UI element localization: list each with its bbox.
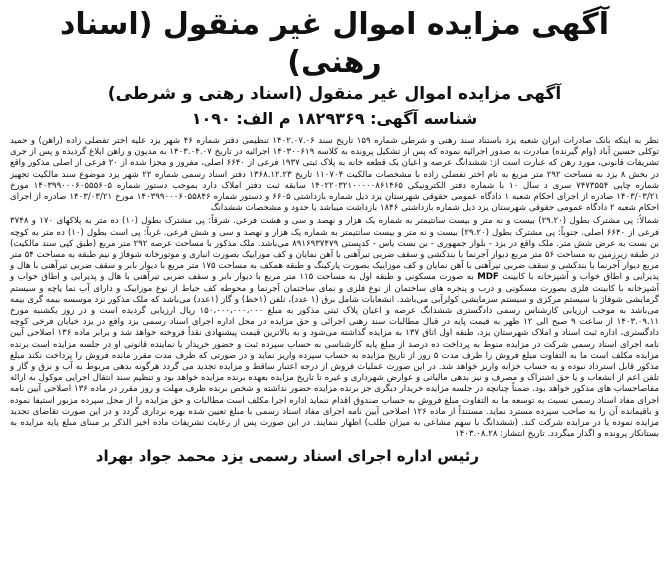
signature-line: رئیس اداره اجرای اسناد رسمی یزد محمد جواد بهراد — [95, 447, 479, 466]
notice-body — [10, 136, 659, 440]
notice-paragraph-details — [10, 216, 659, 440]
notice-id-line: شناسه آگهی: ۱۸۲۹۳۶۹ م الف: ۱۰۹۰ — [191, 109, 478, 128]
details-text-part-2: به صورت مسکونی و طبقه اول به مساحت ۱۱۵ متر مربع با دیوار بابر و سقف ضربی تیرآهنی با هال و پذیرایی و اطاق خواب و آشپزخانه با کابینت فلزی بصورت مسکونی و درب و پنجره های ساختمان از نوع فلزی و نمای ساختمان آجرنما و محوطه کف حیاط از نوع موزاییک و دارای آب نما یاچه و سیستم گرمایشی شوفاژ با سیستم مرکزی و سیستم سرمایشی کولرآبی می‌باشد. انشعابات شامل برق (۱ عدد)، تلفن (۱خط) و گاز (۱عدد) می‌باشد که ملک مذکور نزد موسسه بیمه گری بیمه می‌باشد به موجب ارزیابی کارشناس رسمی دادگستری ششدانگ عرصه و اعیان پلاک ثبتی مذکور به مبلغ ۱۵۰،۰۰۰،۰۰۰،۰۰۰ ریال ارزیابی گردیده است و در روز یکشنبه مورخ ۱۴۰۳.۰۹.۱۱ از ساعت ۹ صبح الی ۱۲ ظهر به قیمت پایه در قبال مطالبات سند رهنی اجرائی و حق مزایده در محل اداره اجرای اسناد رسمی یزد واقع در یزد خیابان فرخی کوچه دادگستری، اداره ثبت اسناد و املاک شهرستان یزد، طبقه اول اتاق ۱۳۷ به مزایده گذاشته می‌شود و به بالاترین قیمت پیشنهادی نقداً فروخته خواهد شد و برابر ماده ۱۳۶ اصلاحی آیین نامه اجرای اسناد رسمی شرکت در مزایده منوط به پرداخت ده درصد از مبلغ پایه کارشناسی به حساب سپرده ثبت و حضور خریدار یا نماینده قانونی او در جلسه مزایده است برنده مزایده مکلف است ما به التفاوت مبلغ فروش را ظرف مدت ۵ روز از تاریخ مزایده به حساب سپرده واریز نماید و در صورتی که ظرف مدت مقرر مانده فروش را پرداخت نکند مبلغ مذکور قابل استرداد نبوده و به حساب خزانه واریز خواهد شد. در این صورت عملیات فروش از درجه اعتبار ساقط و مزایده تجدید می گردد هرگونه بدهی مربوط به آب و برق و گاز و تلفن اعم از انشعاب و یا حق اشتراک و مصرف و نیز بدهی مالیاتی و عوارض شهرداری و غیره تا تاریخ مزایده بعهده برنده مزایده خواهد بود و تنظیم سند انتقال اجرایی موکول به ارائه مفاصاحساب های مذکور خواهد بود. ضمناً چنانچه در جلسه مزایده خریدار دیگری جز برنده مزایده حضور نداشته و شخص برنده ظرف مهلت و روز مقرر در ماده ۱۳۶ اصلاحی آیین نامه اجرای مفاد اسناد رسمی نسبت به توسعه ما به التفاوت مبلغ فروش به حساب صندوق اقدام ننماید اداره اجرا مکلف است مطالبات و حق مزایده را از محل سپرده مزبور استیفا نموده و باقیمانده آن را به صاحب سپرده مسترد نماید. مستنداً از ماده ۱۲۶ اصلاحی آیین نامه اجرای مفاد اسناد رسمی با مبلغ تعیین شده بهره برداری گردد و در این صورت تقاضای تجدید مزایده نموده یا در مزایده شرکت کند. (ششدانگ با سهم مشاعی به میزان طلب) اظهار ننمایند. در این صورت پس از رعایت تشریفات ماده اخیر الذکر بر مبنای مبلغ پایه مزایده به بستانکار پرونده و اگذار میگردد. تاریخ انتشار: ۱۴۰۳.۰۸.۲۸ — [10, 272, 660, 440]
notice-paragraph-intro: نظر به اینکه بانک صادرات ایران شعبه یزد باستناد سند رهنی و شرطی شماره ۱۵۹ تاریخ سند ۱۴۰۲.۰۷.۰۶ تنظیمی دفتر شماره ۴۶ شهر یزد علیه اختر تفضلی زاده (راهن) و حمید توکلی حسین آباد (وام گیرنده) مبادرت به صدور اجرائیه نموده که پس از تشکیل پرونده به کلاسه ۱۴۰۳۰۰۶۱۹ اجرائیه در تاریخ ۱۴۰۳.۰۴.۰۷ به مدیون و راهن ابلاغ گردیده و پس از جری تشریفات قانونی، مورد رهن که عبارت است از: ششدانگ عرصه و اعیان یک قطعه خانه به پلاک ثبتی ۱۹۳۷ فرعی از ۶۶۴۰ اصلی، مفروز و مجزا شده از ۲۰ فرعی از اصلی مذکور واقع در بخش ۸ یزد به مساحت ۲۹۲ متر مربع به نام اختر تفضلی زاده با مشخصات مالکیت ۱۱۰۷۰۴ تاریخ ۱۳۶۸.۱۲.۲۳ دفتر اسناد رسمی شماره ۲۲ شهر یزد موضوع سند مالکیت تجهیز شماره چاپی ۷۴۷۳۵۵۴ سری د سال ۱۰ با شماره دفتر الکترونیکی ۱۴۰۲۲۰۳۲۱۰۰۰۰۰۸۶۱۴۶۵ سابقه ثبت دفتر املاک دارد بموجب دستور شماره ۱۴۰۳۹۹۰۰۰۶۰۵۵۵۶۰۵ مورخ ۱۴۰۳/۰۳/۲۱ صادره از اجرای احکام شعبه ۱ دادگاه عمومی حقوقی شهرستان یزد ذیل شماره بازداشتی ۶۶۰۵ و دستور شماره ۱۴۰۳۹۹۰۰۰۶۰۵۵۸۴۶ مورخ ۱۴۰۳/۰۳/۲۱ صادره از اجرای احکام شعبه ۲ دادگاه عمومی حقوقی شهرستان یزد ذیل شماره بازداشتی ۱۸۴۶ بازداشت میباشد با حدود و مشخصات ششدانگ — [10, 136, 660, 214]
mdf-term: MDF — [477, 272, 499, 283]
notice-subtitle: آگهی مزایده اموال غیر منقول (اسناد رهنی و شرطی) — [107, 84, 562, 104]
details-text-part-1: شمالاً: پی مشترک بطول (۲۹.۲۰) بیست و نه متر و بیست سانتیمتر به شماره یک هزار و نهصد و سی و هشت فرعی. شرقاً: پی مشترک بطول (۱۰) ده متر به پلاکهای ۱۷۰ و ۳۷۴۸ فرعی از ۶۶۴۰ اصلی. جنوباً: پی مشترک بطول (۲۹.۲۰) بیست و نه متر و بیست سانتیمتر به شماره یک هزار و نهصد و سی و شش فرعی. غرباً: پی است بطول (۱۰) ده متر به کوچه بن بست به عرض شش متر. ملک واقع در یزد - بلوار جمهوری - بن بست یاس - کدپستی ۸۹۱۶۹۳۷۴۷۹ می‌باشد. ملک مذکور با مساحت عرصه ۲۹۲ متر مربع (طبق کپی سند مالکیت) در طبقه زیرزمین به مساحت ۵۶ متر مربع دیوار آجرنما با بندکشی و سقف ضربی تیرآهنی با آهن نمایان و کف موزاییک بصورت انباری و موتورخانه شوفاژ و نیم طبقه به مساحت ۵۴ متر مربع دیوار آجرنما با بندکشی و سقف ضربی تیرآهنی با آهن نمایان و کف موزاییک بصورت پارکینگ و طبقه همکف به مساحت ۱۷۵ متر مربع با دیوار بابر و سقف ضربی تیرآهنی با هال و پذیرایی و اطاق خواب و آشپزخانه با کابینت — [10, 216, 660, 283]
notice-title: آگهی مزایده اموال غیر منقول (اسناد رهنی) — [60, 7, 609, 80]
